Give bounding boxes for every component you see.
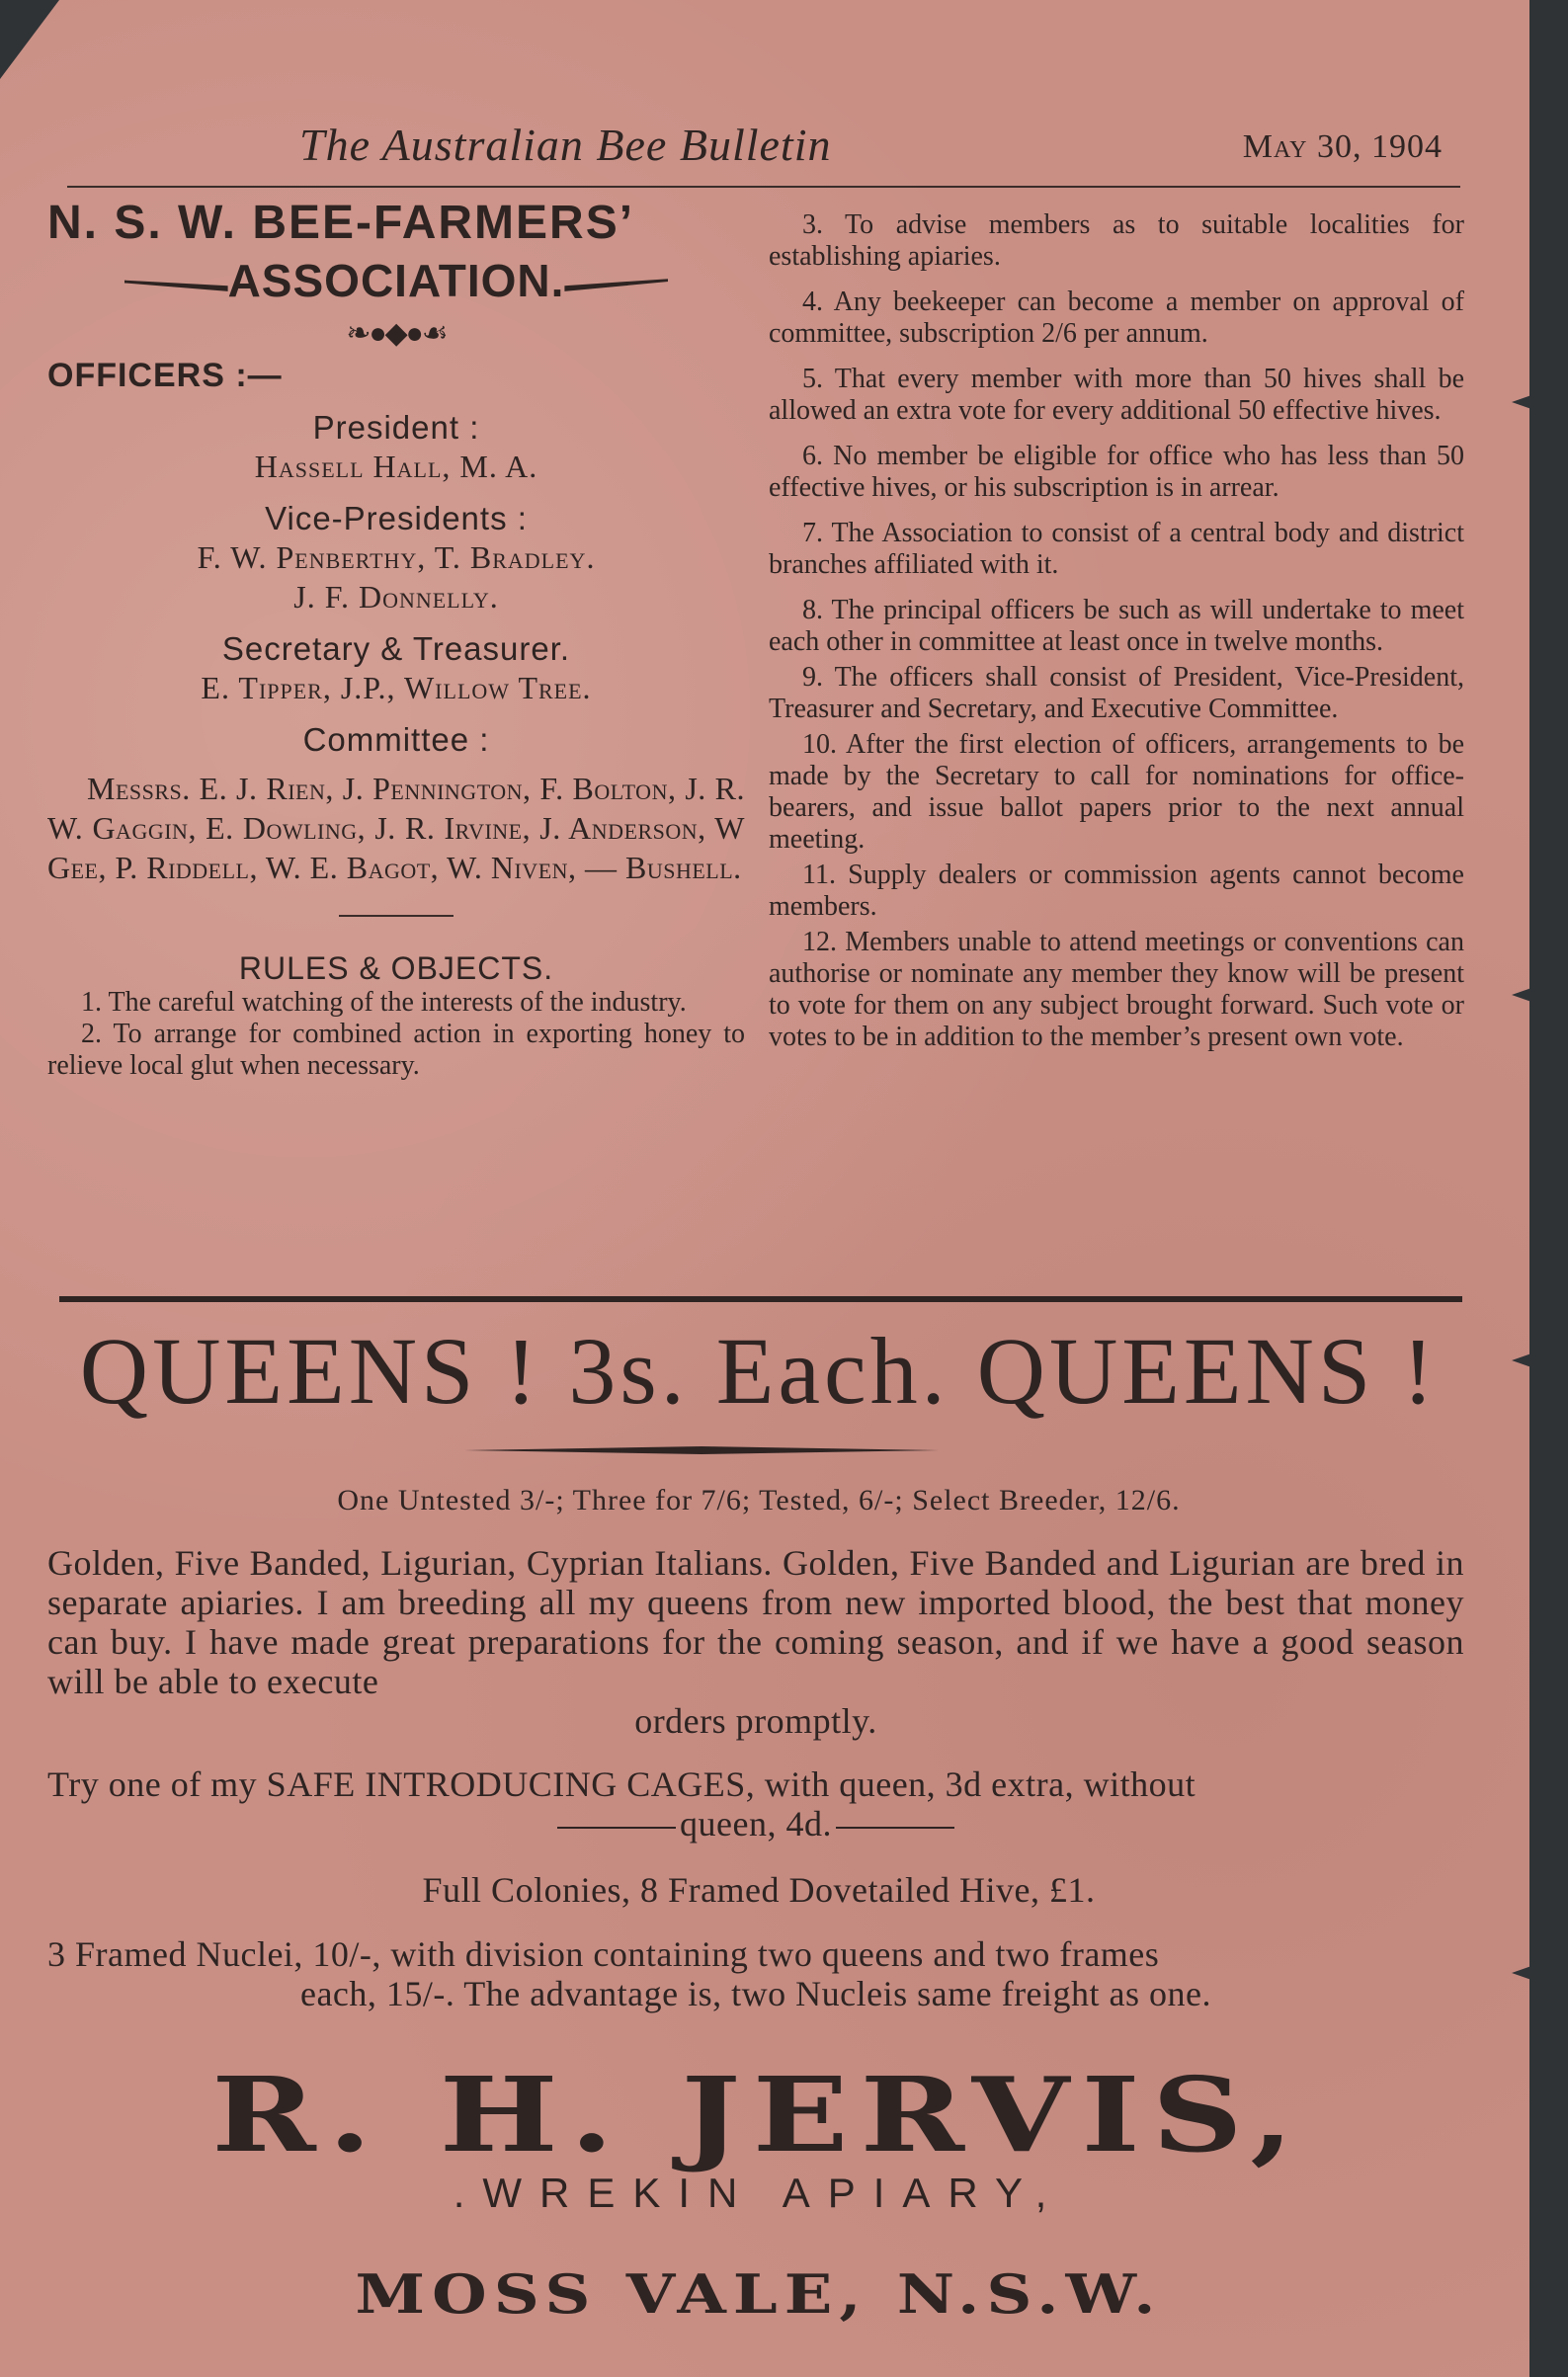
running-header	[67, 117, 1460, 188]
torn-edge-mark	[1512, 395, 1531, 409]
vice-presidents-label: Vice-Presidents :	[265, 500, 528, 536]
journal-title: The Australian Bee Bulletin	[299, 120, 832, 170]
torn-edge-mark	[1512, 1353, 1531, 1367]
decorative-ornament: ❧●◆●☙	[346, 317, 447, 350]
association-subtitle: ASSOCIATION.	[47, 253, 745, 308]
torn-edge-mark	[1512, 988, 1531, 1002]
colonies-line: Full Colonies, 8 Framed Dovetailed Hive, £1.	[422, 1870, 1096, 1910]
rule-item: 10. After the first election of officers, arrangements to be made by the Secretary to call for nominations for office-bearers, and issue ballot papers prior to the next annual meeting.	[769, 729, 1464, 855]
president-name: Hassell Hall, M. A.	[254, 449, 538, 484]
price-list: One Untested 3/-; Three for 7/6; Tested, 6/-; Select Breeder, 12/6.	[337, 1484, 1181, 1516]
rule-item: 7. The Association to consist of a central body and district branches affiliated with it.	[769, 518, 1464, 580]
advertiser-location: MOSS VALE, N.S.W.	[355, 2262, 1163, 2326]
rules-column	[769, 209, 1464, 1057]
nuclei-paragraph: 3 Framed Nuclei, 10/-, with division containing two queens and two frames each, 15/-. The advantage is, two Nucleis same freight as one.	[47, 1934, 1212, 2013]
rule-item: 2. To arrange for combined action in exporting honey to relieve local glut when necessary.	[47, 1019, 745, 1081]
advert-paragraph: Golden, Five Banded, Ligurian, Cyprian Italians. Golden, Five Banded and Ligurian are bred in separate apiaries. I am breeding all my queens from new imported blood, the best that money can buy. I have made great preparations for the coming season, and if we have a good season will be able to execute orders promptly.	[47, 1543, 1464, 1741]
dash-rule	[557, 1827, 676, 1829]
rule-item: 4. Any beekeeper can become a member on approval of committee, subscription 2/6 per annum.	[769, 287, 1464, 349]
torn-edge-mark	[1512, 1966, 1531, 1980]
right-swash-ornament	[564, 278, 668, 291]
president-label: President :	[312, 409, 480, 446]
association-title: N. S. W. BEE-FARMERS’	[47, 197, 635, 249]
rule-item: 1. The careful watching of the interests of the industry.	[81, 987, 687, 1018]
rule-item: 12. Members unable to attend meetings or conventions can authorise or nominate any member they know will be present to vote for them on any subject brought forward. Such vote or votes to be in addition to the member’s present own vote.	[769, 927, 1464, 1052]
committee-label: Committee :	[302, 721, 490, 758]
cages-paragraph: Try one of my SAFE INTRODUCING CAGES, with queen, 3d extra, without queen, 4d.	[47, 1764, 1197, 1844]
issue-date: May 30, 1904	[1242, 128, 1443, 165]
left-swash-ornament	[124, 278, 228, 291]
torn-corner	[0, 0, 59, 79]
committee-names: Messrs. E. J. Rien, J. Pennington, F. Bolton, J. R. W. Gaggin, E. Dowling, J. R. Irvine, J. Anderson, W Gee, P. Riddell, W. E. Bagot, W. Niven, — Bushell.	[47, 771, 745, 885]
rule-item: 6. No member be eligible for office who has less than 50 effective hives, or his subscription is in arrear.	[769, 441, 1464, 503]
swell-rule-ornament	[464, 1446, 939, 1454]
section-rule	[59, 1296, 1462, 1302]
dash-rule	[836, 1827, 954, 1829]
rules-heading: RULES & OBJECTS.	[238, 950, 554, 986]
rule-item: 5. That every member with more than 50 hives shall be allowed an extra vote for every additional 50 effective hives.	[769, 364, 1464, 426]
rule-item: 11. Supply dealers or commission agents cannot become members.	[769, 860, 1464, 922]
officers-heading: OFFICERS :—	[47, 357, 283, 394]
vice-presidents-line: F. W. Penberthy, T. Bradley.	[197, 539, 596, 575]
secretary-name: E. Tipper, J.P., Willow Tree.	[201, 670, 592, 705]
secretary-label: Secretary & Treasurer.	[221, 630, 571, 667]
advertiser-name: R. H. JERVIS,	[211, 2054, 1306, 2175]
rule-item: 8. The principal officers be such as will undertake to meet each other in committee at least once in twelve months.	[769, 595, 1464, 657]
section-divider	[339, 915, 454, 917]
rule-item: 3. To advise members as to suitable localities for establishing apiaries.	[769, 209, 1464, 272]
apiary-name: .WREKIN APIARY,	[453, 2170, 1065, 2216]
vice-presidents-line: J. F. Donnelly.	[293, 579, 499, 615]
advert-headline: QUEENS ! 3s. Each. QUEENS !	[79, 1318, 1439, 1424]
association-column	[47, 196, 745, 1082]
rule-item: 9. The officers shall consist of President, Vice-President, Treasurer and Secretary, and Executive Committee.	[769, 662, 1464, 724]
